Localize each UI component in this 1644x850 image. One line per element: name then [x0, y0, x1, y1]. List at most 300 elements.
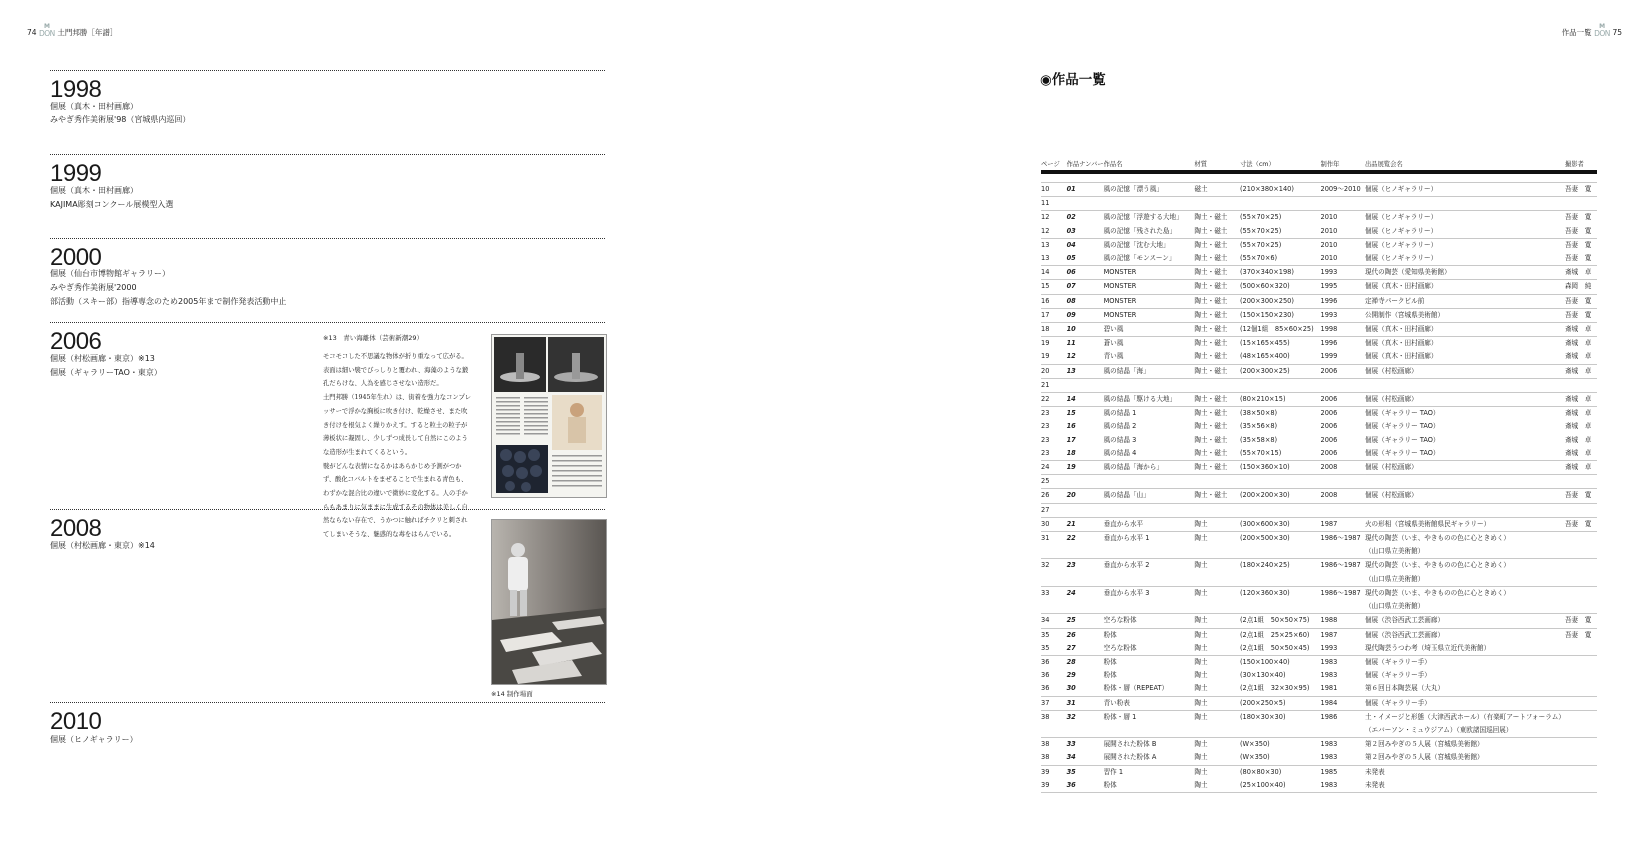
- table-cell: [1104, 573, 1195, 587]
- table-cell: MONSTER: [1104, 294, 1195, 308]
- table-cell: [1565, 738, 1597, 752]
- table-cell: [1194, 503, 1240, 517]
- table-cell: 1983: [1321, 655, 1365, 669]
- table-row: [1041, 614, 1597, 628]
- table-cell: 火の形相（宮城県美術館県民ギャラリー）: [1365, 517, 1565, 531]
- table-cell: (200×300×250): [1240, 294, 1321, 308]
- table-cell: 35: [1067, 765, 1104, 779]
- table-cell: 1996: [1321, 337, 1365, 351]
- col-header: 制作年: [1321, 158, 1365, 172]
- table-cell: [1240, 475, 1321, 489]
- table-cell: 個展（真木・田村画廊）: [1365, 323, 1565, 337]
- table-cell: [1104, 378, 1195, 392]
- table-cell: [1565, 655, 1597, 669]
- table-cell: 2006: [1320, 422, 1338, 431]
- table-row: [1041, 517, 1597, 531]
- table-cell: 第２回みやぎの５人展（宮城県美術館）: [1365, 738, 1565, 752]
- entry-line: 個展（ヒノギャラリー）: [50, 735, 138, 744]
- table-cell: [1067, 197, 1104, 211]
- table-cell: (W×350): [1239, 753, 1270, 762]
- table-cell: 定禅寺パークビル前: [1365, 294, 1565, 308]
- divider: [50, 702, 605, 703]
- table-cell: 風の結晶「海から」: [1104, 461, 1195, 475]
- table-cell: （山口県立美術館）: [1364, 547, 1425, 556]
- table-cell: [1240, 545, 1321, 559]
- table-cell: 32: [1067, 710, 1104, 724]
- table-cell: 粉体: [1104, 628, 1195, 642]
- table-cell: 1993: [1321, 308, 1365, 322]
- table-cell: 35: [1041, 628, 1067, 642]
- table-cell: 斎城 卓: [1565, 407, 1597, 421]
- table-cell: 吾妻 寛: [1565, 614, 1597, 628]
- table-cell: 垂直から水平 2: [1104, 559, 1195, 573]
- table-cell: (55×70×15): [1239, 448, 1282, 457]
- col-header: 寸法（cm）: [1240, 158, 1321, 172]
- table-row: [1041, 696, 1597, 710]
- table-cell: 13: [1041, 254, 1050, 263]
- table-cell: 33: [1067, 738, 1104, 752]
- table-cell: [1067, 600, 1104, 614]
- table-row: [1041, 545, 1597, 559]
- don-logo: M DON: [38, 23, 55, 38]
- table-cell: 風の記憶「モンスーン」: [1103, 254, 1176, 263]
- table-cell: 20: [1041, 364, 1067, 378]
- table-cell: [1067, 545, 1104, 559]
- table-header-row: [1041, 158, 1597, 172]
- table-cell: 蒼い風: [1104, 337, 1195, 351]
- table-cell: 公開制作（宮城県美術館）: [1365, 308, 1565, 322]
- table-cell: 36: [1041, 655, 1067, 669]
- table-cell: 01: [1066, 185, 1076, 193]
- table-cell: 陶土・磁土: [1194, 211, 1240, 225]
- table-cell: 碧い風: [1104, 323, 1195, 337]
- table-cell: 青い風: [1103, 352, 1124, 361]
- table-cell: (180×30×30): [1240, 710, 1321, 724]
- table-row: [1041, 475, 1597, 489]
- entry-line: みやぎ秀作美術展'98（宮城県内巡回）: [50, 115, 191, 124]
- table-cell: 03: [1066, 226, 1076, 235]
- table-cell: 12: [1041, 226, 1050, 235]
- table-cell: （山口県立美術館）: [1364, 574, 1425, 583]
- left-running-title: 土門邦勝［年譜］: [57, 28, 118, 37]
- table-cell: 2010: [1320, 226, 1338, 235]
- table-row: [1041, 503, 1597, 517]
- table-cell: 粉体・層 1: [1104, 710, 1195, 724]
- table-row: [1041, 642, 1597, 656]
- table-cell: [1365, 503, 1565, 517]
- table-cell: [1104, 724, 1195, 738]
- table-cell: 陶土・磁土: [1194, 407, 1240, 421]
- year-heading: 2006: [50, 328, 102, 355]
- entry-line: KAJIMA彫刻コンクール展模型入選: [50, 200, 174, 209]
- table-cell: 23: [1041, 448, 1050, 457]
- table-cell: 垂直から水平: [1104, 517, 1195, 531]
- note-paragraph: 土門邦勝（1945年生れ）は、街着を強力なコンプレッサーで浮かな胸板に吹き付け、乾燥させ、また吹き付けを根気よく繰りかえす。すると粒土の粒子が薄板状に凝固し、少しずつ成長して自然にこのような造形が生まれてくるという。: [323, 394, 472, 456]
- table-row: [1041, 655, 1597, 669]
- table-cell: 10: [1041, 185, 1050, 193]
- table-cell: 陶土・磁土: [1194, 489, 1240, 503]
- table-cell: 個展（ギャラリー手）: [1364, 671, 1431, 680]
- table-cell: 風の結晶「山」: [1104, 489, 1195, 503]
- table-cell: 斎城 卓: [1564, 435, 1592, 444]
- table-cell: 2006: [1321, 364, 1365, 378]
- table-cell: 現代の陶芸（いま、やきものの色に心ときめく）: [1365, 532, 1565, 546]
- table-row: [1041, 183, 1597, 197]
- table-cell: (55×70×25): [1239, 226, 1282, 235]
- table-cell: 1987: [1321, 628, 1365, 642]
- table-cell: 36: [1067, 779, 1104, 793]
- table-cell: [1104, 197, 1195, 211]
- table-cell: [1240, 378, 1321, 392]
- table-cell: 2006: [1321, 407, 1365, 421]
- table-cell: 24: [1041, 461, 1067, 475]
- table-cell: 青い粉表: [1104, 696, 1195, 710]
- divider: [50, 238, 605, 239]
- year-heading: 2010: [50, 708, 102, 735]
- table-cell: 吾妻 寛: [1565, 294, 1597, 308]
- table-cell: 陶土・磁土: [1194, 461, 1240, 475]
- table-row: [1041, 308, 1597, 322]
- table-cell: MONSTER: [1104, 308, 1195, 322]
- table-cell: 1998: [1321, 323, 1365, 337]
- table-cell: 斎城 卓: [1565, 364, 1597, 378]
- table-cell: 31: [1041, 532, 1067, 546]
- table-cell: 現代の陶芸（愛知県美術館）: [1365, 266, 1565, 280]
- table-row: [1041, 532, 1597, 546]
- table-cell: 23: [1041, 435, 1050, 444]
- year-heading: 1998: [50, 76, 102, 103]
- table-cell: (80×80×30): [1240, 765, 1321, 779]
- table-cell: 斎城 卓: [1564, 422, 1592, 431]
- table-cell: (12個1組 85×60×25): [1240, 323, 1321, 337]
- table-cell: 陶土: [1194, 559, 1240, 573]
- table-row: [1041, 323, 1597, 337]
- table-cell: [1240, 197, 1321, 211]
- table-cell: 1983: [1320, 671, 1338, 680]
- table-cell: 17: [1066, 435, 1076, 444]
- table-cell: 斎城 卓: [1565, 461, 1597, 475]
- table-cell: (120×360×30): [1240, 586, 1321, 600]
- table-row: [1041, 600, 1597, 614]
- table-cell: 21: [1041, 378, 1067, 392]
- table-cell: 10: [1067, 323, 1104, 337]
- entry-line: 個展（ギャラリーTAO・東京）: [50, 368, 162, 377]
- table-cell: 風の結晶「駆ける大地」: [1104, 393, 1195, 407]
- table-cell: 09: [1067, 308, 1104, 322]
- magazine-clipping-image: [491, 334, 607, 498]
- don-logo-right: M DON: [1594, 23, 1610, 38]
- table-cell: 陶土・磁土: [1194, 337, 1240, 351]
- table-cell: 1981: [1320, 684, 1338, 693]
- table-cell: （エバーソン・ミュウジアム）（東欧諸国巡回展）: [1364, 725, 1513, 734]
- table-row: [1041, 337, 1597, 351]
- table-cell: 個展（ギャラリー TAO）: [1364, 448, 1440, 457]
- table-cell: 風の記憶「残された島」: [1103, 226, 1177, 235]
- table-cell: 39: [1041, 779, 1067, 793]
- table-row: [1041, 434, 1597, 447]
- table-cell: [1565, 642, 1597, 656]
- table-cell: [1240, 600, 1321, 614]
- table-cell: [1365, 378, 1565, 392]
- table-cell: 陶土: [1194, 765, 1240, 779]
- table-cell: 23: [1041, 407, 1067, 421]
- table-row: [1041, 461, 1597, 475]
- table-row: [1041, 669, 1597, 682]
- table-row: [1041, 447, 1597, 461]
- table-cell: [1240, 724, 1321, 738]
- table-cell: 陶土: [1194, 753, 1208, 762]
- table-cell: (55×70×25): [1240, 238, 1321, 252]
- table-cell: 陶土: [1194, 643, 1208, 652]
- table-cell: 空ろな粉体: [1104, 614, 1195, 628]
- table-cell: [1240, 503, 1321, 517]
- table-cell: 風の結晶 2: [1103, 422, 1137, 431]
- table-cell: 20: [1067, 489, 1104, 503]
- table-cell: 斎城 卓: [1565, 393, 1597, 407]
- table-cell: 陶土・磁土: [1194, 323, 1240, 337]
- table-cell: [1565, 545, 1597, 559]
- table-cell: [1067, 475, 1104, 489]
- table-cell: 38: [1041, 710, 1067, 724]
- table-cell: 38: [1041, 738, 1067, 752]
- table-row: [1041, 350, 1597, 364]
- divider: [50, 70, 605, 71]
- table-cell: 04: [1067, 238, 1104, 252]
- table-cell: [1565, 475, 1597, 489]
- table-cell: (180×240×25): [1240, 559, 1321, 573]
- table-cell: 1983: [1321, 738, 1365, 752]
- table-cell: [1321, 475, 1365, 489]
- table-row: [1041, 724, 1597, 738]
- table-cell: 1999: [1320, 352, 1338, 361]
- table-cell: 2006: [1320, 435, 1338, 444]
- table-cell: 15: [1041, 280, 1067, 294]
- table-cell: 19: [1041, 352, 1050, 361]
- col-header: 材質: [1194, 158, 1240, 172]
- table-cell: [1565, 724, 1597, 738]
- table-cell: 個展（ギャラリー TAO）: [1364, 435, 1440, 444]
- table-cell: 個展（ヒノギャラリー）: [1364, 185, 1438, 193]
- table-cell: 2009〜2010: [1320, 185, 1361, 193]
- table-cell: (200×200×30): [1240, 489, 1321, 503]
- table-cell: 1986〜1987: [1321, 559, 1365, 573]
- table-cell: 風の結晶 3: [1103, 435, 1137, 444]
- table-cell: [1240, 573, 1321, 587]
- table-cell: (48×165×400): [1239, 352, 1290, 361]
- table-cell: (2点1組 50×50×75): [1240, 614, 1321, 628]
- works-list-title: ◉作品一覧: [1040, 72, 1106, 88]
- table-cell: 個展（ギャラリー手）: [1365, 696, 1565, 710]
- table-cell: 陶土: [1194, 517, 1240, 531]
- table-cell: 32: [1041, 559, 1067, 573]
- table-cell: 13: [1067, 364, 1104, 378]
- table-cell: (55×70×6): [1239, 254, 1278, 263]
- table-cell: 個展（村松画廊）: [1365, 364, 1565, 378]
- table-cell: (15×165×455): [1240, 337, 1321, 351]
- left-page-number: 74: [27, 28, 37, 37]
- table-cell: 吾妻 寛: [1565, 238, 1597, 252]
- table-row: [1041, 266, 1597, 280]
- table-cell: [1565, 559, 1597, 573]
- table-cell: 陶土・磁土: [1194, 254, 1228, 263]
- table-cell: 1996: [1321, 294, 1365, 308]
- table-cell: 風の記憶「浮遊する大地」: [1104, 211, 1195, 225]
- table-cell: [1565, 532, 1597, 546]
- table-cell: [1321, 600, 1365, 614]
- table-cell: 陶土・磁土: [1194, 266, 1240, 280]
- table-cell: 斎城 卓: [1565, 323, 1597, 337]
- table-cell: 陶土: [1194, 696, 1240, 710]
- table-cell: 風の結晶 1: [1104, 407, 1195, 421]
- table-row: [1041, 364, 1597, 378]
- col-header: 出品展覧会名: [1365, 158, 1565, 172]
- note-paragraph: モコモコした不思議な物体が折り重なって広がる。表面は細い襞でびっしりと覆われ、海藻のような鍛孔だらけな、人為を感じさせない造形だ。: [323, 353, 469, 388]
- table-cell: [1565, 779, 1597, 793]
- table-row: [1041, 751, 1597, 765]
- table-cell: (500×60×320): [1240, 280, 1321, 294]
- table-cell: 36: [1041, 684, 1050, 693]
- table-cell: 粉体・層（REPEAT）: [1103, 684, 1169, 693]
- table-cell: 2006: [1320, 448, 1338, 457]
- table-cell: 38: [1041, 753, 1050, 762]
- table-cell: 17: [1041, 308, 1067, 322]
- table-cell: 1986〜1987: [1321, 532, 1365, 546]
- table-cell: (370×340×198): [1240, 266, 1321, 280]
- table-cell: 23: [1067, 559, 1104, 573]
- table-cell: 個展（渋谷西武工芸画廊）: [1365, 614, 1565, 628]
- table-cell: [1565, 682, 1597, 696]
- table-cell: 陶土・磁土: [1194, 435, 1228, 444]
- table-cell: 36: [1041, 671, 1050, 680]
- table-cell: 陶土・磁土: [1194, 226, 1228, 235]
- table-cell: 陶土・磁土: [1194, 352, 1228, 361]
- table-row: [1041, 738, 1597, 752]
- table-cell: (38×50×8): [1240, 407, 1321, 421]
- table-cell: 13: [1041, 238, 1067, 252]
- table-cell: 個展（渋谷西武工芸画廊）: [1365, 628, 1565, 642]
- table-cell: [1194, 475, 1240, 489]
- table-cell: [1321, 503, 1365, 517]
- table-row: [1041, 280, 1597, 294]
- table-cell: 風の記憶「沈む大地」: [1104, 238, 1195, 252]
- table-cell: 展開された粉体 B: [1104, 738, 1195, 752]
- table-row: [1041, 420, 1597, 433]
- table-cell: (80×210×15): [1240, 393, 1321, 407]
- table-cell: [1104, 545, 1195, 559]
- entry-line: 個展（真木・田村画廊）: [50, 102, 138, 111]
- table-row: [1041, 378, 1597, 392]
- table-cell: [1565, 378, 1597, 392]
- table-row: [1041, 628, 1597, 642]
- entry-line: 個展（仙台市博物館ギャラリー）: [50, 269, 170, 278]
- table-cell: 31: [1067, 696, 1104, 710]
- table-cell: 陶土・磁土: [1194, 448, 1228, 457]
- table-cell: [1565, 586, 1597, 600]
- table-cell: 1985: [1321, 765, 1365, 779]
- table-cell: 1983: [1320, 753, 1338, 762]
- table-cell: 個展（ギャラリー手）: [1365, 655, 1565, 669]
- table-cell: 11: [1041, 197, 1067, 211]
- table-cell: [1067, 503, 1104, 517]
- table-cell: 吾妻 寛: [1565, 517, 1597, 531]
- table-row: [1041, 765, 1597, 779]
- table-cell: (W×350): [1240, 738, 1321, 752]
- table-cell: 25: [1041, 475, 1067, 489]
- entry-line: 個展（村松画廊・東京）※13: [50, 354, 155, 363]
- table-row: [1041, 710, 1597, 724]
- col-header: 撮影者: [1565, 158, 1597, 172]
- table-cell: 第６回日本陶芸展（大丸）: [1364, 684, 1445, 693]
- table-cell: 1986: [1321, 710, 1365, 724]
- table-cell: [1194, 545, 1240, 559]
- col-header: ページ: [1041, 158, 1067, 172]
- right-page-header: [1561, 23, 1622, 39]
- year-heading: 1999: [50, 160, 102, 187]
- table-row: [1041, 559, 1597, 573]
- table-cell: 2010: [1320, 254, 1338, 263]
- table-cell: 吾妻 寛: [1564, 254, 1592, 263]
- table-cell: 19: [1041, 337, 1067, 351]
- table-cell: 陶土: [1194, 684, 1208, 693]
- table-cell: 11: [1067, 337, 1104, 351]
- table-cell: 吾妻 寛: [1565, 628, 1597, 642]
- table-cell: 1984: [1321, 696, 1365, 710]
- table-cell: 37: [1041, 696, 1067, 710]
- right-page-number: 75: [1612, 28, 1622, 37]
- table-cell: 陶土: [1194, 532, 1240, 546]
- table-cell: (35×58×8): [1239, 435, 1278, 444]
- table-cell: [1321, 573, 1365, 587]
- note-paragraph: 襞がどんな表情になるかはあらかじめ予測がつかず、酸化コバルトをまぜることで生まれる青色も、わずかな混合比の違いで微妙に変化する。人の手からもあまりに気ままに生成するその物体は美しく自然ならない存在で、うかつに触ればチクリと刺されてしまいそうな、魅惑的な毒をはらんでいる。: [323, 462, 468, 539]
- table-row: [1041, 779, 1597, 793]
- table-cell: 21: [1067, 517, 1104, 531]
- table-cell: [1194, 573, 1240, 587]
- table-cell: 空ろな粉体: [1103, 643, 1137, 652]
- table-cell: [1565, 669, 1597, 682]
- table-cell: 個展（ヒノギャラリー）: [1364, 254, 1438, 263]
- table-cell: 斎城 卓: [1565, 337, 1597, 351]
- table-cell: (150×360×10): [1240, 461, 1321, 475]
- table-cell: 個展（ギャラリー TAO）: [1364, 422, 1440, 431]
- table-cell: (30×130×40): [1239, 671, 1286, 680]
- table-cell: [1365, 475, 1565, 489]
- table-cell: [1041, 573, 1067, 587]
- table-cell: 34: [1041, 614, 1067, 628]
- table-cell: 個展（真木・田村画廊）: [1365, 337, 1565, 351]
- table-row: [1041, 407, 1597, 421]
- table-cell: [1565, 751, 1597, 765]
- divider: [50, 509, 605, 510]
- table-cell: 23: [1041, 422, 1050, 431]
- table-cell: [1365, 197, 1565, 211]
- table-cell: [1194, 197, 1240, 211]
- table-cell: 陶土: [1194, 586, 1240, 600]
- note-13-body: [323, 350, 473, 542]
- table-cell: 風の結晶「海」: [1104, 364, 1195, 378]
- table-cell: [1565, 573, 1597, 587]
- table-cell: [1067, 573, 1104, 587]
- table-cell: 2008: [1321, 489, 1365, 503]
- table-cell: 30: [1066, 684, 1076, 693]
- table-cell: 18: [1066, 448, 1076, 457]
- col-header: 作品ナンバー: [1067, 158, 1104, 172]
- table-cell: 磁土: [1194, 185, 1208, 193]
- table-cell: 吾妻 寛: [1565, 308, 1597, 322]
- table-cell: 陶土・磁土: [1194, 422, 1228, 431]
- table-cell: 陶土: [1194, 738, 1240, 752]
- table-cell: [1041, 545, 1067, 559]
- year-heading: 2008: [50, 515, 102, 542]
